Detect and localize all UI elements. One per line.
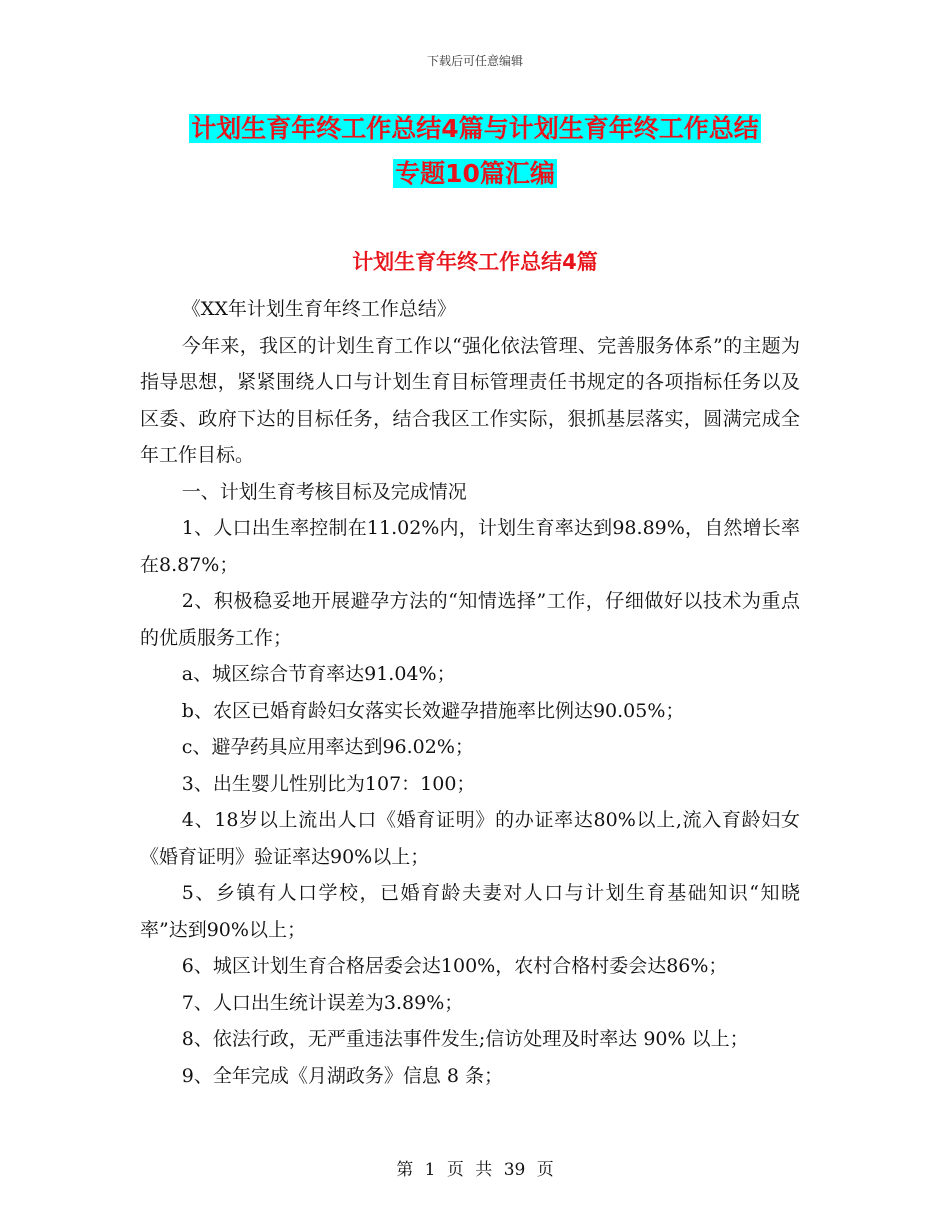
- paragraph-item-3: 3、出生婴儿性别比为107：100；: [181, 772, 476, 795]
- header-note: 下载后可任意编辑: [426, 54, 523, 68]
- paragraph-item-6: 6、城区计划生育合格居委会达100%，农村合格村委会达86%；: [181, 955, 728, 977]
- paragraph-item-8: 8、依法行政，无严重违法事件发生;信访处理及时率达 90% 以上；: [181, 1028, 749, 1050]
- document-title-line-2: [0, 153, 950, 195]
- paragraph-section-one-heading: 一、计划生育考核目标及完成情况: [181, 480, 467, 503]
- document-title-text-2: 专题10篇汇编: [395, 159, 555, 188]
- paragraph-item-1: 1、人口出生率控制在11.02%内，计划生育率达到98.89%，自然增长率在8.87%；: [140, 517, 800, 576]
- section-heading: 计划生育年终工作总结4篇: [352, 250, 598, 274]
- document-title-text-1: 计划生育年终工作总结4篇与计划生育年终工作总结: [191, 114, 759, 143]
- page-footer: 第 1 页 共 39 页: [396, 1160, 554, 1180]
- paragraph-item-2a: a、城区综合节育率达91.04%；: [181, 663, 456, 685]
- paragraph-item-9: 9、全年完成《月湖政务》信息 8 条；: [181, 1064, 504, 1087]
- paragraph-item-2c: c、避孕药具应用率达到96.02%；: [181, 736, 474, 758]
- document-title-line-1: [0, 108, 950, 150]
- paragraph-intro: 今年来，我区的计划生育工作以“强化依法管理、完善服务体系”的主题为指导思想，紧紧围绕人口与计划生育目标管理责任书规定的各项指标任务以及区委、政府下达的目标任务，结合我区工作实际，狠抓基层落实，圆满完成全年工作目标。: [140, 334, 800, 466]
- paragraph-item-2b: b、农区已婚育龄妇女落实长效避孕措施率比例达90.05%；: [181, 699, 685, 722]
- document-body: [140, 291, 800, 1094]
- paragraph-item-2: 2、积极稳妥地开展避孕方法的“知情选择”工作，仔细做好以技术为重点的优质服务工作；: [140, 590, 800, 649]
- paragraph-report-title: 《XX年计划生育年终工作总结》: [181, 298, 456, 320]
- paragraph-item-4: 4、18岁以上流出人口《婚育证明》的办证率达80%以上,流入育龄妇女《婚育证明》验证率达90%以上；: [140, 809, 800, 868]
- paragraph-item-7: 7、人口出生统计误差为3.89%；: [181, 991, 464, 1014]
- paragraph-item-5: 5、乡镇有人口学校，已婚育龄夫妻对人口与计划生育基础知识“知晓率”达到90%以上；: [140, 882, 800, 941]
